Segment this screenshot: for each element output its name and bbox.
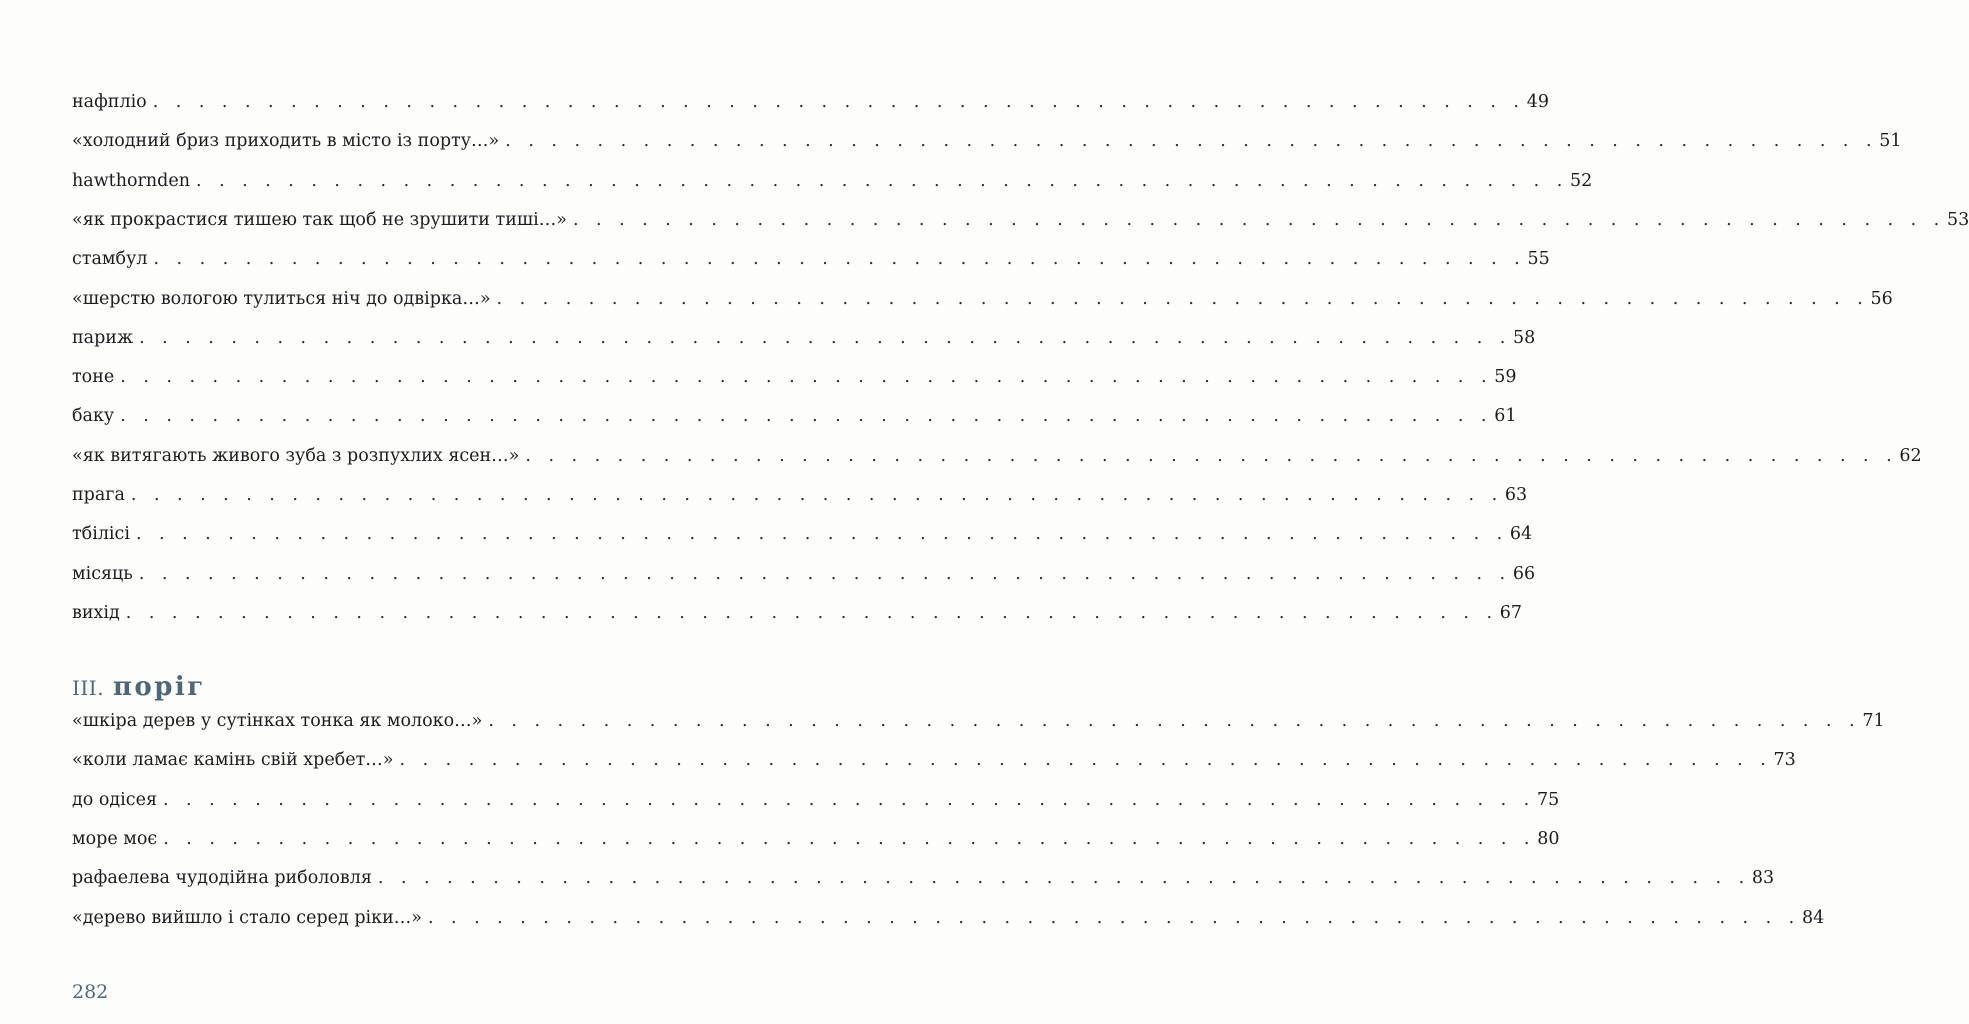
toc-entry-page: 59 [1494,367,1517,388]
toc-entry-page: 56 [1870,288,1893,309]
toc-entry [72,443,1922,469]
toc-leader-dots: . . . . . . . . . . . . . . . . . . . . . . . . . . . . . . . . . . . . . . . . . . . . . . . . . . . . . . . . . . . . [505,131,1872,152]
toc-leader-dots: . . . . . . . . . . . . . . . . . . . . . . . . . . . . . . . . . . . . . . . . . . . . . . . . . . . . . . . . . . . . [525,445,1892,466]
toc-leader-dots: . . . . . . . . . . . . . . . . . . . . . . . . . . . . . . . . . . . . . . . . . . . . . . . . . . . . . . . . . . . . [139,327,1506,348]
toc-entry-page: 75 [1536,789,1560,810]
toc-entry-title: море моє [72,828,158,849]
toc-entry-title: нафпліо [72,92,147,112]
toc-entry-title: до одісея [72,789,157,810]
toc-entry-page: 84 [1801,907,1825,928]
toc-entry [72,865,1775,891]
toc-entry-title: «як прокрастися тишею так щоб не зрушити тиші…» [72,209,567,230]
page-number: 282 [72,981,109,1003]
toc-entry-page: 51 [1879,131,1902,152]
toc-entry-title: «холодний бриз приходить в місто із порту…» [72,131,500,152]
toc-entry-page: 53 [1946,209,1969,230]
toc-entry-title: рафаелева чудодійна риболовля [72,868,372,889]
toc-leader-dots: . . . . . . . . . . . . . . . . . . . . . . . . . . . . . . . . . . . . . . . . . . . . . . . . . . . . . . . . . . . . [162,789,1530,810]
toc-leader-dots: . . . . . . . . . . . . . . . . . . . . . . . . . . . . . . . . . . . . . . . . . . . . . . . . . . . . . . . . . . . . [496,288,1863,309]
toc-entry [72,482,1528,508]
toc-entry-title: «як витягають живого зуба з розпухлих ясен…» [72,445,520,466]
toc-entry [72,561,1536,587]
toc-entry-title: баку [72,406,115,427]
toc-entry-page: 71 [1862,711,1885,731]
toc-leader-dots: . . . . . . . . . . . . . . . . . . . . . . . . . . . . . . . . . . . . . . . . . . . . . . . . . . . . . . . . . . . . [125,602,1493,623]
toc-entry [72,207,1969,233]
toc-entry-page: 55 [1527,249,1550,270]
toc-entry-title: hawthornden [72,170,190,191]
toc-entry [72,168,1593,194]
toc-entry-page: 49 [1526,92,1549,112]
toc-leader-dots: . . . . . . . . . . . . . . . . . . . . . . . . . . . . . . . . . . . . . . . . . . . . . . . . . . . . . . . . . . . . [120,406,1487,427]
toc-entry [72,325,1536,351]
toc-leader-dots: . . . . . . . . . . . . . . . . . . . . . . . . . . . . . . . . . . . . . . . . . . . . . . . . . . . . . . . . . . . . [377,868,1745,889]
toc-entry [72,286,1893,312]
toc-entry [72,521,1533,547]
toc-entry-page: 73 [1773,750,1796,771]
toc-entry-title: вихід [72,602,120,623]
toc-leader-dots: . . . . . . . . . . . . . . . . . . . . . . . . . . . . . . . . . . . . . . . . . . . . . . . . . . . . . . . . . . . . [120,367,1487,388]
toc-leader-dots: . . . . . . . . . . . . . . . . . . . . . . . . . . . . . . . . . . . . . . . . . . . . . . . . . . . . . . . . . . . . [488,711,1855,731]
toc-leader-dots: . . . . . . . . . . . . . . . . . . . . . . . . . . . . . . . . . . . . . . . . . . . . . . . . . . . . . . . . . . . . [196,170,1563,191]
toc-entry-page: 61 [1494,406,1517,427]
toc-entry [72,403,1517,429]
toc-entry-page: 83 [1751,868,1775,889]
section-title: поріг [112,672,206,702]
toc-entry [72,600,1523,626]
toc-entry [72,364,1517,390]
toc-entry-title: «шкіра дерев у сутінках тонка як молоко…» [72,711,483,731]
toc-leader-dots: . . . . . . . . . . . . . . . . . . . . . . . . . . . . . . . . . . . . . . . . . . . . . . . . . . . . . . . . . . . . [153,249,1520,270]
toc-entry [72,708,1885,734]
toc-entry-title: стамбул [72,249,148,270]
toc-entry-title: «шерстю вологою тулиться ніч до одвірка…» [72,288,491,309]
toc-entry-page: 66 [1512,563,1536,584]
toc-entry-title: париж [72,327,134,348]
toc-entry [72,747,1796,773]
toc-leader-dots: . . . . . . . . . . . . . . . . . . . . . . . . . . . . . . . . . . . . . . . . . . . . . . . . . . . . . . . . . . . . [399,750,1766,771]
toc-entry [72,89,1549,115]
toc-entry-page: 58 [1513,327,1536,348]
toc-entry [72,787,1560,813]
toc-leader-dots: . . . . . . . . . . . . . . . . . . . . . . . . . . . . . . . . . . . . . . . . . . . . . . . . . . . . . . . . . . . . [572,209,1940,230]
section-numeral: III. [72,676,105,700]
toc-leader-dots: . . . . . . . . . . . . . . . . . . . . . . . . . . . . . . . . . . . . . . . . . . . . . . . . . . . . . . . . . . . . [427,907,1795,928]
toc-entry-title: тоне [72,367,115,388]
toc-entry-page: 52 [1569,170,1593,191]
toc-entry-title: тбілісі [72,524,130,545]
toc-entry [72,128,1902,154]
toc-entry-title: місяць [72,563,133,584]
toc-leader-dots: . . . . . . . . . . . . . . . . . . . . . . . . . . . . . . . . . . . . . . . . . . . . . . . . . . . . . . . . . . . . [138,563,1506,584]
toc-entry [72,246,1550,272]
toc-leader-dots: . . . . . . . . . . . . . . . . . . . . . . . . . . . . . . . . . . . . . . . . . . . . . . . . . . . . . . . . . . . . [130,485,1498,505]
toc-leader-dots: . . . . . . . . . . . . . . . . . . . . . . . . . . . . . . . . . . . . . . . . . . . . . . . . . . . . . . . . . . . . [163,828,1530,849]
toc-entry-title: «дерево вийшло і стало серед ріки…» [72,907,422,928]
toc-entry [72,905,1825,931]
toc-entry-page: 64 [1509,524,1533,545]
toc-leader-dots: . . . . . . . . . . . . . . . . . . . . . . . . . . . . . . . . . . . . . . . . . . . . . . . . . . . . . . . . . . . . [152,92,1519,112]
toc-entry-page: 63 [1504,485,1528,505]
toc-entry-title: прага [72,485,125,505]
toc-entry-title: «коли ламає камінь свій хребет…» [72,750,394,771]
toc-entry-page: 80 [1537,828,1560,849]
toc-entry [72,826,1560,852]
toc-leader-dots: . . . . . . . . . . . . . . . . . . . . . . . . . . . . . . . . . . . . . . . . . . . . . . . . . . . . . . . . . . . . [135,524,1503,545]
section-heading [72,670,206,705]
toc-entry-page: 62 [1899,445,1922,466]
toc-entry-page: 67 [1499,602,1523,623]
